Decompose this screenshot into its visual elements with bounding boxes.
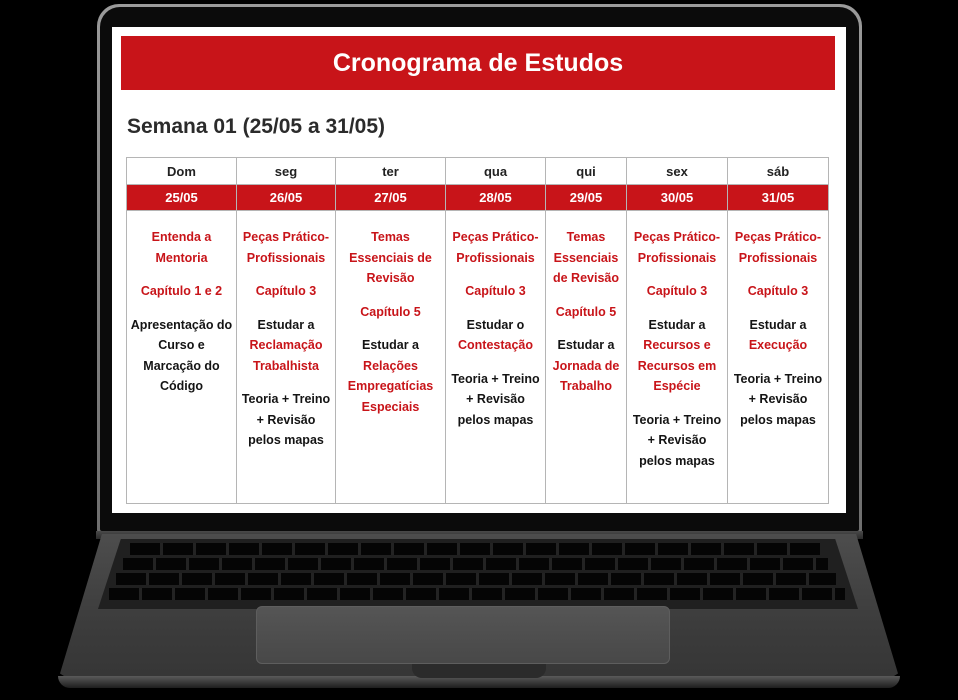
task-subject: Execução bbox=[748, 338, 808, 352]
weekday-header: qui bbox=[546, 158, 627, 185]
study-topic: Peças Prático-Profissionais bbox=[633, 230, 721, 265]
task-text: Teoria + Treino + Revisão pelos mapas bbox=[451, 371, 540, 427]
schedule-body-row bbox=[127, 211, 829, 504]
day-schedule-cell bbox=[546, 211, 627, 504]
task-text: Estudar a bbox=[648, 317, 706, 332]
day-schedule-cell bbox=[627, 211, 728, 504]
study-topic: Entenda a Mentoria bbox=[151, 230, 212, 265]
study-task bbox=[127, 315, 236, 397]
task-subject: Jornada de Trabalho bbox=[552, 358, 620, 393]
date-header: 27/05 bbox=[336, 185, 446, 211]
task-text: Estudar a bbox=[749, 317, 807, 332]
study-task bbox=[627, 410, 727, 472]
date-header: 26/05 bbox=[237, 185, 336, 211]
weekday-header: sáb bbox=[728, 158, 829, 185]
date-header-row bbox=[127, 185, 829, 211]
task-subject: Relações Empregatícias Especiais bbox=[347, 358, 434, 414]
day-schedule-cell bbox=[728, 211, 829, 504]
laptop-screen bbox=[112, 27, 846, 513]
study-task bbox=[336, 335, 445, 417]
weekday-header: ter bbox=[336, 158, 446, 185]
week-title: Semana 01 (25/05 a 31/05) bbox=[127, 115, 386, 138]
date-header: 30/05 bbox=[627, 185, 728, 211]
study-task bbox=[546, 335, 626, 397]
day-schedule-cell bbox=[237, 211, 336, 504]
chapter-label: Capítulo 5 bbox=[555, 304, 617, 319]
chapter-label: Capítulo 3 bbox=[646, 284, 708, 298]
study-topic: Peças Prático-Profissionais bbox=[242, 230, 330, 265]
study-task bbox=[237, 389, 335, 451]
trackpad[interactable] bbox=[256, 606, 670, 664]
page-title-banner bbox=[121, 36, 835, 90]
date-header: 31/05 bbox=[728, 185, 829, 211]
task-text: Estudar o bbox=[466, 317, 525, 332]
study-task bbox=[446, 369, 545, 431]
chapter-label: Capítulo 1 e 2 bbox=[140, 284, 223, 298]
weekday-header: sex bbox=[627, 158, 728, 185]
date-header: 28/05 bbox=[446, 185, 546, 211]
study-task bbox=[446, 315, 545, 356]
day-schedule-cell bbox=[127, 211, 237, 504]
study-topic: Temas Essenciais de Revisão bbox=[552, 230, 619, 285]
chapter-label: Capítulo 3 bbox=[465, 284, 526, 298]
key-row bbox=[123, 558, 828, 570]
keyboard bbox=[98, 539, 858, 609]
study-topic: Temas Essenciais de Revisão bbox=[349, 230, 432, 285]
page-title: Cronograma de Estudos bbox=[332, 48, 624, 77]
task-subject: Contestação bbox=[457, 338, 534, 352]
chapter-label: Capítulo 5 bbox=[360, 304, 421, 319]
task-text: Estudar a bbox=[257, 317, 315, 332]
study-task bbox=[728, 315, 828, 356]
study-topic: Peças Prático-Profissionais bbox=[452, 230, 539, 265]
task-text: Teoria + Treino + Revisão pelos mapas bbox=[632, 412, 722, 468]
weekday-header: seg bbox=[237, 158, 336, 185]
task-text: Estudar a bbox=[362, 338, 419, 352]
day-schedule-cell bbox=[446, 211, 546, 504]
schedule-table bbox=[126, 157, 829, 504]
weekday-header-row bbox=[127, 158, 829, 185]
task-text: Teoria + Treino + Revisão pelos mapas bbox=[733, 371, 823, 427]
study-task bbox=[728, 369, 828, 431]
task-text: Teoria + Treino + Revisão pelos mapas bbox=[241, 392, 331, 447]
task-text: Apresentação do Curso e Marcação do Código bbox=[130, 317, 233, 393]
day-schedule-cell bbox=[336, 211, 446, 504]
key-row bbox=[116, 573, 836, 585]
study-topic: Peças Prático-Profissionais bbox=[734, 230, 822, 265]
date-header: 25/05 bbox=[127, 185, 237, 211]
task-subject: Reclamação Trabalhista bbox=[249, 338, 323, 373]
weekday-header: Dom bbox=[127, 158, 237, 185]
task-subject: Recursos e Recursos em Espécie bbox=[637, 338, 717, 393]
laptop-notch bbox=[412, 664, 546, 678]
task-text: Estudar a bbox=[557, 338, 615, 352]
chapter-label: Capítulo 3 bbox=[747, 284, 809, 298]
chapter-label: Capítulo 3 bbox=[255, 284, 317, 298]
key-row bbox=[130, 543, 820, 555]
key-row bbox=[109, 588, 845, 600]
weekday-header: qua bbox=[446, 158, 546, 185]
study-task bbox=[627, 315, 727, 397]
study-task bbox=[237, 315, 335, 377]
date-header: 29/05 bbox=[546, 185, 627, 211]
